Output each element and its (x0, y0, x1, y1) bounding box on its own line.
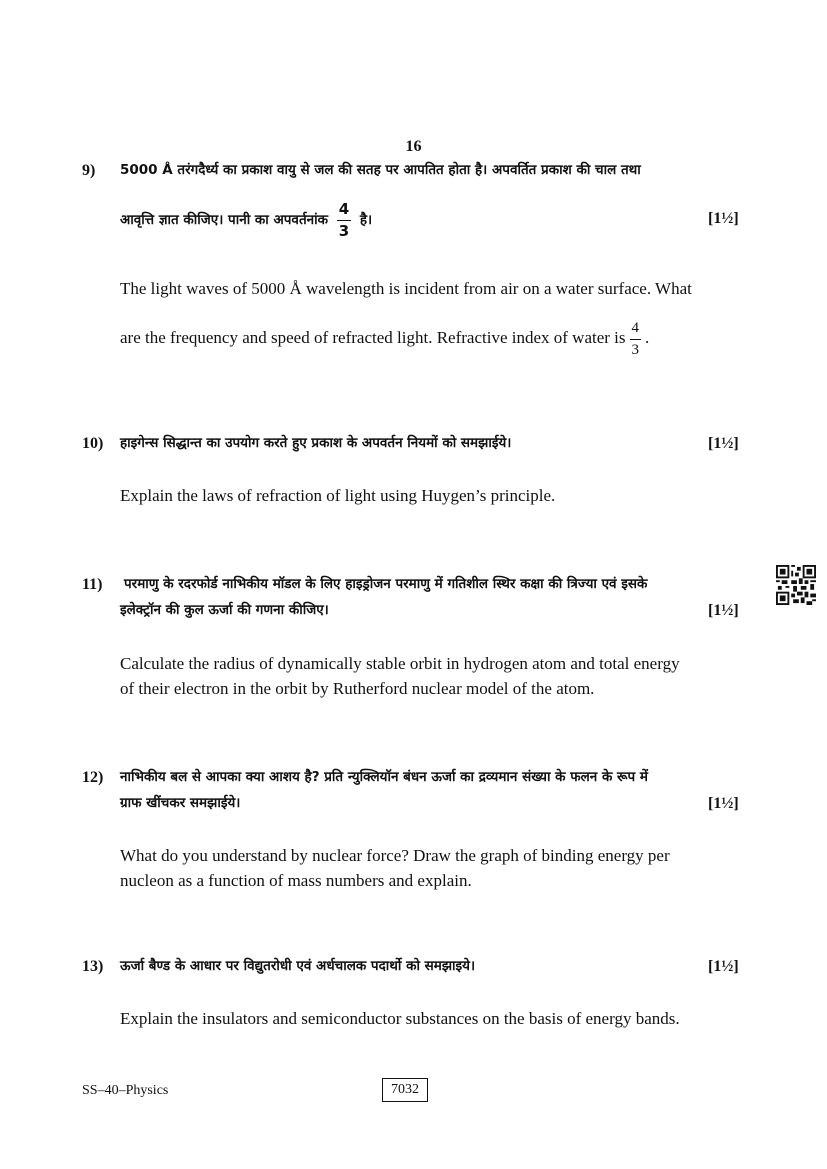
english-text: are the frequency and speed of refracted light. Refractive index of water is (120, 328, 626, 347)
footer-paper-code: 7032 (382, 1078, 428, 1102)
fraction-numerator: 4 (337, 202, 351, 221)
fraction (337, 199, 351, 240)
question-hindi: ऊर्जा बैण्ड के आधार पर विद्युतरोधी एवं अर्धचालक पदार्थो को समझाइये। (120, 958, 476, 974)
question-english-line-1: What do you understand by nuclear force? Draw the graph of binding energy per (120, 846, 670, 865)
question-hindi-line-1: परमाणु के रदरफोर्ड नाभिकीय मॉडल के लिए हाइड्रोजन परमाणु में गतिशील स्थिर कक्षा की त्रिज्या एवं इसके (124, 576, 648, 592)
fraction (630, 321, 642, 358)
marks-badge: [1½] (708, 602, 739, 619)
question-hindi-line-2: इलेक्ट्रॉन की कुल ऊर्जा की गणना कीजिए। (120, 602, 329, 618)
marks-badge: [1½] (708, 435, 739, 452)
fraction-denominator: 3 (631, 341, 640, 358)
fraction-denominator: 3 (338, 221, 350, 240)
question-hindi-line-2 (120, 198, 372, 242)
marks-badge: [1½] (708, 210, 739, 227)
question-number: 12) (82, 769, 104, 786)
question-hindi-line-1: नाभिकीय बल से आपका क्या आशय है? प्रति न्युक्लियॉन बंधन ऊर्जा का द्रव्यमान संख्या के फलन के रूप में (120, 769, 648, 785)
question-english: Explain the insulators and semiconductor substances on the basis of energy bands. (120, 1009, 680, 1028)
question-number: 13) (82, 958, 104, 975)
qr-code-icon (776, 565, 816, 605)
marks-badge: [1½] (708, 795, 739, 812)
hindi-text: आवृत्ति ज्ञात कीजिए। पानी का अपवर्तनांक (120, 212, 328, 228)
question-number: 10) (82, 435, 104, 452)
question-number: 9) (82, 162, 96, 179)
fraction-numerator: 4 (630, 321, 642, 340)
question-number: 11) (82, 576, 103, 593)
page-number: 16 (405, 138, 422, 155)
hindi-tail: है। (359, 212, 373, 228)
question-hindi-line-1: 5000 Å तरंगदैर्ध्य का प्रकाश वायु से जल की सतह पर आपतित होता है। अपवर्तित प्रकाश की चाल तथा (120, 162, 641, 178)
question-hindi-line-2: ग्राफ खींचकर समझाईये। (120, 795, 241, 811)
question-english-line-2: nucleon as a function of mass numbers and explain. (120, 871, 472, 890)
question-hindi: हाइगेन्स सिद्धान्त का उपयोग करते हुए प्रकाश के अपवर्तन नियमों को समझाईये। (120, 435, 512, 451)
question-english-line-2: of their electron in the orbit by Rutherford nuclear model of the atom. (120, 679, 595, 698)
english-tail: . (645, 328, 650, 347)
question-english: Explain the laws of refraction of light using Huygen’s principle. (120, 486, 556, 505)
footer-subject-code: SS–40–Physics (82, 1083, 169, 1098)
question-english-line-2 (120, 316, 649, 360)
question-english-line-1: Calculate the radius of dynamically stable orbit in hydrogen atom and total energy (120, 654, 680, 673)
question-english-line-1: The light waves of 5000 Å wavelength is incident from air on a water surface. What (120, 279, 692, 298)
marks-badge: [1½] (708, 958, 739, 975)
